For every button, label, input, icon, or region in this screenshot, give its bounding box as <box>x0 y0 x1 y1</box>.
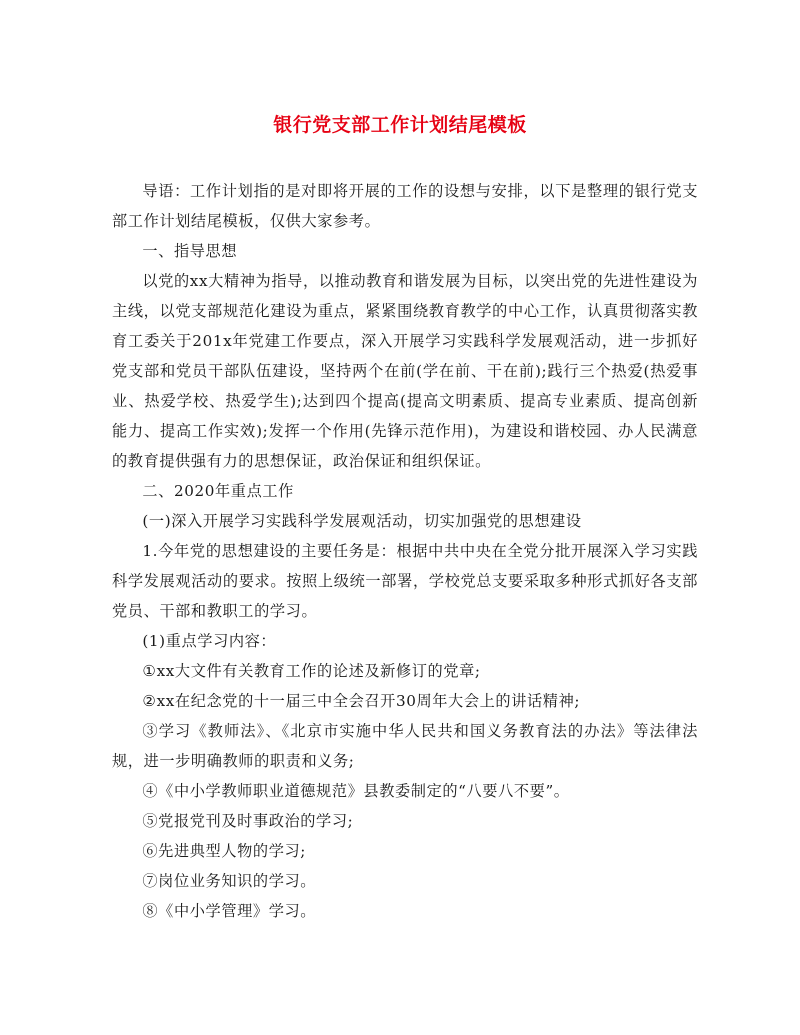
list-item: ②xx在纪念党的十一届三中全会召开30周年大会上的讲话精神; <box>142 692 581 710</box>
list-item: ①xx大文件有关教育工作的论述及新修订的党章; <box>142 662 481 680</box>
list-item: ③学习《教师法》、《北京市实施中华人民共和国义务教育法的办法》等法律法规，进一步明确教师的职责和义务; <box>112 722 698 770</box>
list-item: ⑥先进典型人物的学习; <box>142 842 306 860</box>
document-body <box>112 176 698 926</box>
list-item: ⑦岗位业务知识的学习。 <box>142 872 317 890</box>
section-heading-key-work: 二、2020年重点工作 <box>142 482 294 500</box>
subsection-heading: (一)深入开展学习实践科学发展观活动，切实加强党的思想建设 <box>142 512 582 530</box>
list-item: ④《中小学教师职业道德规范》县教委制定的“八要八不要”。 <box>142 782 570 800</box>
section-heading-guiding-ideology: 一、指导思想 <box>142 242 238 260</box>
task-paragraph: 1.今年党的思想建设的主要任务是：根据中共中央在全党分批开展深入学习实践科学发展观活动的要求。按照上级统一部署，学校党总支要采取多种形式抓好各支部党员、干部和教职工的学习。 <box>112 542 698 620</box>
list-item: ⑤党报党刊及时事政治的学习; <box>142 812 354 830</box>
study-content-heading: (1)重点学习内容： <box>142 632 277 650</box>
intro-paragraph: 导语：工作计划指的是对即将开展的工作的设想与安排，以下是整理的银行党支部工作计划结尾模板，仅供大家参考。 <box>112 182 698 230</box>
list-item: ⑧《中小学管理》学习。 <box>142 902 317 920</box>
document-title: 银行党支部工作计划结尾模板 <box>273 114 527 136</box>
guiding-ideology-paragraph: 以党的xx大精神为指导，以推动教育和谐发展为目标，以突出党的先进性建设为主线，以党支部规范化建设为重点，紧紧围绕教育教学的中心工作，认真贯彻落实教育工委关于201x年党建工作要点，深入开展学习实践科学发展观活动，进一步抓好党支部和党员干部队伍建设，坚持两个在前(学在前、干在前);践行三个热爱(热爱事业、热爱学校、热爱学生);达到四个提高(提高文明素质、提高专业素质、提高创新能力、提高工作实效);发挥一个作用(先锋示范作用)，为建设和谐校园、办人民满意的教育提供强有力的思想保证，政治保证和组织保证。 <box>112 272 698 470</box>
